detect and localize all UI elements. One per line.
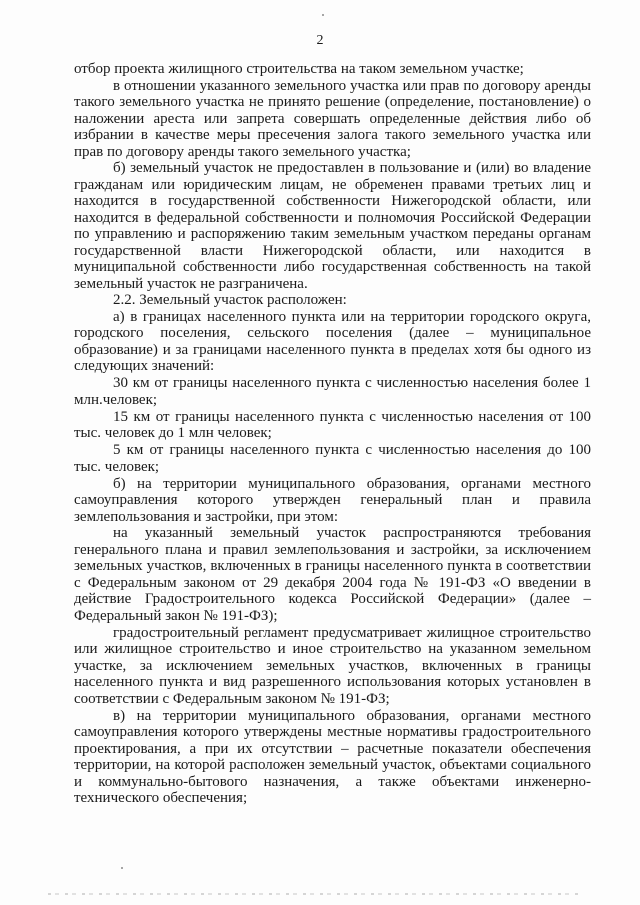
document-body [74, 61, 591, 807]
scan-speck [121, 867, 123, 869]
page-number: 2 [316, 33, 324, 48]
paragraph-urban-regulation: градостроительный регламент предусматривает жилищное строительство или жилищное строительство и иное строительство на указанном земельном участке, за исключением земельных участков, включенных в границы населенного пункта и вид разрешенного использования которых установлен в соответствии с Федеральным законом № 191-ФЗ; [74, 624, 591, 707]
paragraph-5km: 5 км от границы населенного пункта с численностью населения до 100 тыс. человек; [74, 442, 591, 475]
paragraph-2-2-heading: 2.2. Земельный участок расположен: [113, 292, 347, 308]
scan-speck [322, 14, 324, 16]
paragraph-15km: 15 км от границы населенного пункта с численностью населения от 100 тыс. человек до 1 млн человек; [74, 408, 591, 441]
paragraph-b-general-plan: б) на территории муниципального образования, органами местного самоуправления которого утвержден генеральный план и правила землепользования и застройки, при этом: [74, 475, 591, 525]
paragraph-continuation: отбор проекта жилищного строительства на таком земельном участке; [74, 61, 524, 77]
paragraph-b-ownership: б) земельный участок не предоставлен в пользование и (или) во владение гражданам или юридическим лицам, не обременен правами третьих лиц и находится в государственной собственности Нижегородской области, или находится в федеральной собственности и полномочия Российской Федерации по управлению и распоряжению таким земельным участком переданы органам государственной власти Нижегородской области, или находится в муниципальной собственности либо государственная собственность на такой земельный участок не разграничена. [74, 160, 591, 292]
paragraph-general-plan-requirements: на указанный земельный участок распространяются требования генерального плана и правил землепользования и застройки, за исключением земельных участков, включенных в границы населенного пункта в соответствии с Федеральным законом от 29 декабря 2004 года № 191-ФЗ «О введении в действие Градостроительного кодекса Российской Федерации» (далее – Федеральный закон № 191-ФЗ); [74, 525, 591, 624]
paragraph-arrest-condition: в отношении указанного земельного участка или прав по договору аренды такого земельного участка не принято решение (определение, постановление) о наложении ареста или запрета совершать определенные действия либо об избрании в качестве меры пресечения залога такого земельного участка или прав по договору аренды такого земельного участка; [74, 77, 591, 160]
paragraph-a-location: а) в границах населенного пункта или на территории городского округа, городского поселения, сельского поселения (далее – муниципальное образование) и за границами населенного пункта в пределах хотя бы одного из следующих значений: [74, 308, 591, 374]
scan-edge-artifact [48, 893, 580, 895]
paragraph-v-local-norms: в) на территории муниципального образования, органами местного самоуправления которого утверждены местные нормативы градостроительного проектирования, а при их отсутствии – расчетные показатели обеспечения территории, на которой расположен земельный участок, объектами социального и коммунально-бытового назначения, а также объектами инженерно-технического обеспечения; [74, 707, 591, 806]
paragraph-30km: 30 км от границы населенного пункта с численностью населения более 1 млн.человек; [74, 375, 591, 408]
